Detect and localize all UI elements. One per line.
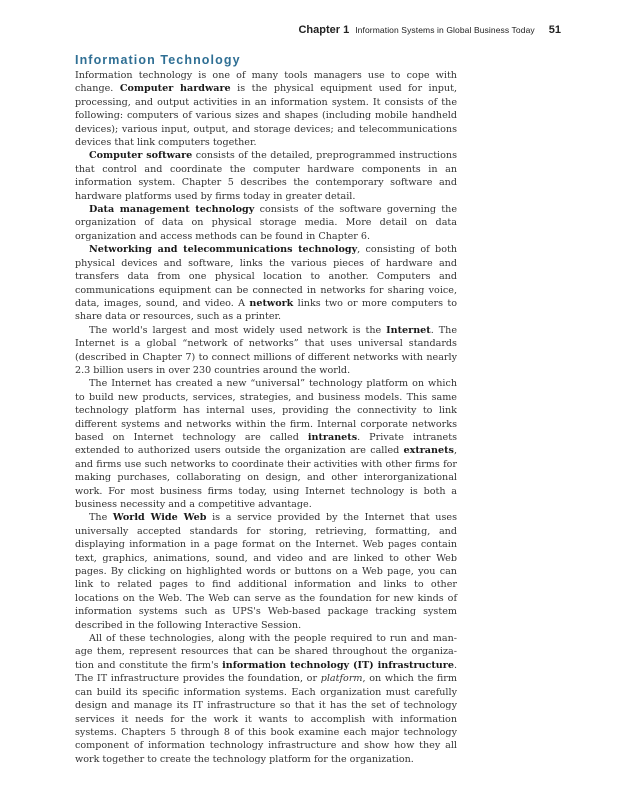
key-term: Data management technology <box>89 204 255 216</box>
text-run: Information technology is one of many tools managers use to cope with change. <box>75 70 457 95</box>
text-run: All of these technologies, along with the people required to run and manage them, represent resources that can be shared throughout the organization and constitute the firm's <box>75 633 457 671</box>
text-run: . The IT infrastructure provides the foundation, or <box>75 659 457 685</box>
key-term: extranets <box>403 445 454 457</box>
emphasis: platform <box>320 673 363 685</box>
text-run: The Internet has created a new “universal” technology platform on which to build new products, services, strategies, and business models. This same technology platform has internal uses, providing the connectivity to link different systems and networks within the firm. Internal corporate networks based on Internet technology are called <box>75 378 457 443</box>
paragraph <box>75 632 457 766</box>
paragraph <box>75 324 457 378</box>
text-run: is a service provided by the Internet that uses universally accepted standards for storing, retrieving, formatting, and displaying information in a page format on the Internet. Web pages contain text, graphics, animations, sound, and video and are linked to other Web pages. By clicking on highlighted words or buttons on a Web page, you can link to related pages to find additional information and links to other locations on the Web. The Web can serve as the foundation for new kinds of information systems such as UPS's Web-based package tracking system described in the following Interactive Session. <box>75 512 457 631</box>
key-term: Networking and telecommunications technology <box>89 244 358 256</box>
paragraph <box>75 69 457 149</box>
text-run: links two or more computers to share data or resources, such as a printer. <box>75 297 458 323</box>
text-run: The world's largest and most widely used network is the <box>89 324 387 336</box>
paragraph <box>75 149 457 203</box>
paragraph <box>75 377 457 511</box>
text-run: is the physical equipment used for input, processing, and output activities in an information system. It consists of the following: computers of various sizes and shapes (including mobile handheld devices); various input, output, and storage devices; and telecommunications devices that link computers together. <box>75 83 457 149</box>
text-run: , and firms use such networks to coordinate their activities with other firms for making purchases, collaborating on design, and other interorganizational work. For most business firms today, using Internet technology is both a business necessity and a competitive advantage. <box>75 445 457 510</box>
text-run: consists of the software governing the organization of data on physical storage media. More detail on data organization and access methods can be found in Chapter 6. <box>75 204 457 242</box>
text-run: consists of the detailed, preprogrammed instructions that control and coordinate the computer hardware components in an information system. Chapter 5 describes the contemporary software and hardware platforms used by firms today in greater detail. <box>75 150 458 202</box>
running-header <box>0 24 561 36</box>
key-term: network <box>249 297 294 309</box>
body-text <box>75 69 457 766</box>
key-term: Computer hardware <box>119 83 231 95</box>
page-number: 51 <box>548 24 561 36</box>
text-run: , consisting of both physical devices and software, links the various pieces of hardware and transfers data from one physical location to another. Computers and communications equipment can be connected in networks for sharing voice, data, images, sound, and video. A <box>75 244 458 309</box>
paragraph <box>75 243 457 323</box>
paragraph <box>75 511 457 632</box>
key-term: World Wide Web <box>112 512 207 524</box>
text-run: The <box>89 512 113 524</box>
key-term: Computer software <box>89 150 193 162</box>
text-run: , on which the firm can build its specific information systems. Each organization must carefully design and manage its IT infrastructure so that it has the set of technology services it needs for the work it wants to accomplish with information systems. Chapters 5 through 8 of this book examine each major technology component of information technology infrastructure and show how they all work together to create the technology platform for the organization. <box>75 673 457 765</box>
key-term: information technology (IT) infrastructure <box>222 659 454 671</box>
text-run: . Private intranets extended to authorized users outside the organization are called <box>75 431 457 457</box>
text-run: . The Internet is a global “network of networks” that uses universal standards (described in Chapter 7) to connect millions of different networks with nearly 2.3 billion users in over 230 countries around the world. <box>75 324 457 376</box>
chapter-label: Chapter 1 <box>298 24 350 36</box>
key-term: Internet <box>386 324 431 336</box>
section-heading: Information Technology <box>75 53 241 67</box>
paragraph <box>75 203 457 243</box>
running-title: Information Systems in Global Business Today <box>355 25 535 35</box>
key-term: intranets <box>307 431 358 443</box>
